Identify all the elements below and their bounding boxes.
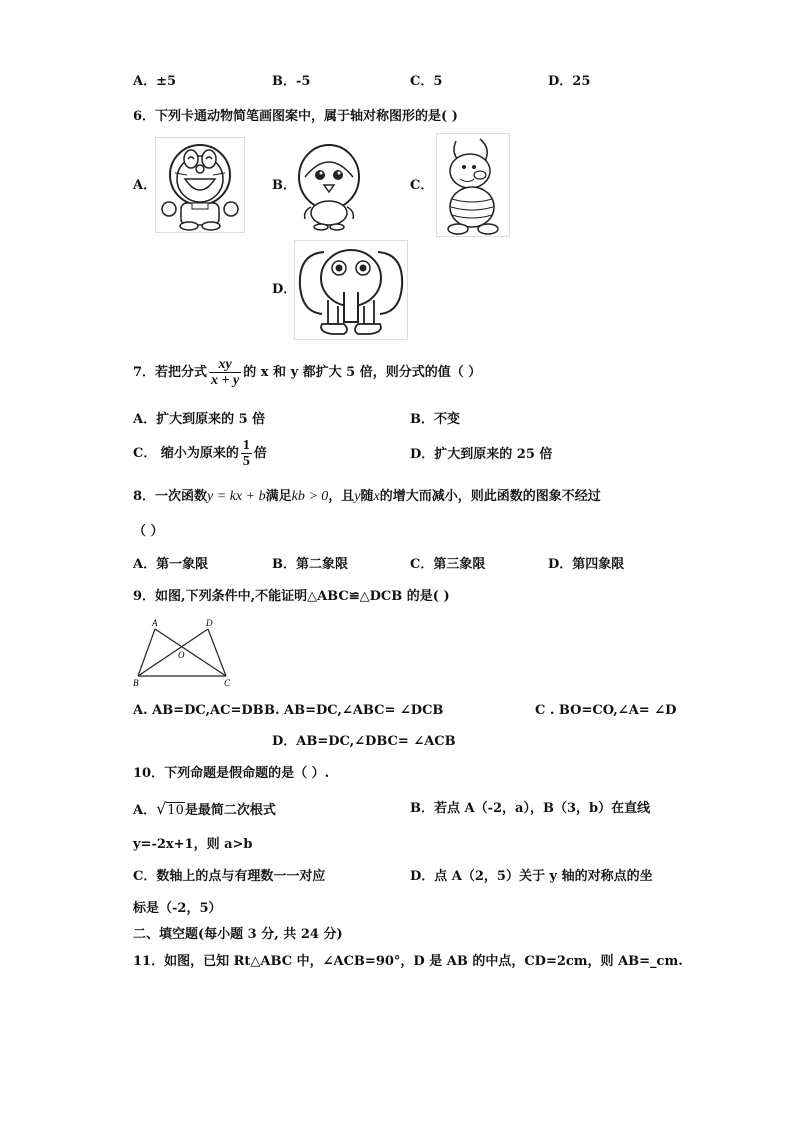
section-heading: 二、填空题(每小题 3 分, 共 24 分) <box>133 927 343 942</box>
q10-option-a <box>133 801 276 819</box>
q7-frac-numerator: xy <box>209 357 241 373</box>
q8-condition: kb > 0 <box>291 489 329 504</box>
piglet-icon <box>436 133 510 237</box>
q6-option-b: B． <box>272 178 296 193</box>
q8-p1: 8．一次函数 <box>133 489 208 504</box>
q10-option-c: C．数轴上的点与有理数一一对应 <box>133 869 326 884</box>
q6-option-a: A． <box>133 178 157 193</box>
q8-option-c: C．第三象限 <box>410 557 486 572</box>
q8-p5: 的增大而减小，则此函数的图象不经过 <box>379 489 601 504</box>
q10-option-d-line2: 标是（-2，5） <box>133 901 222 916</box>
q7-option-c <box>133 438 267 469</box>
elephant-icon <box>294 240 408 340</box>
q10-option-d-line1: D．点 A（2，5）关于 y 轴的对称点的坐 <box>410 869 653 884</box>
label-B: B <box>133 678 139 688</box>
q7-option-a: A．扩大到原来的 5 倍 <box>133 412 266 427</box>
q7-fraction <box>209 357 241 388</box>
q10-a-prefix: A． <box>133 803 157 818</box>
q7-c-suffix: 倍 <box>253 446 267 461</box>
q8-p4: 随 <box>360 489 374 504</box>
q8-option-d: D．第四象限 <box>548 557 625 572</box>
label-A: A <box>152 618 158 628</box>
label-D: D <box>206 618 213 628</box>
q8-stem <box>133 489 601 505</box>
q10-stem: 10．下列命题是假命题的是（ ）. <box>133 766 330 781</box>
q5-option-a: A．±5 <box>133 74 177 89</box>
q9-stem: 9．如图,下列条件中,不能证明△ABC≌△DCB 的是( ) <box>133 589 450 604</box>
label-O: O <box>178 650 185 660</box>
q6-option-d: D． <box>272 282 297 297</box>
q7-stem <box>133 357 481 388</box>
q6-stem: 6．下列卡通动物简笔画图案中，属于轴对称图形的是( ) <box>133 109 458 124</box>
q9-triangle-diagram <box>130 616 240 690</box>
q7-prefix: 7．若把分式 <box>133 365 208 380</box>
q9-option-b: B. AB=DC,∠ABC= ∠DCB <box>264 703 444 718</box>
q7-c-fraction <box>241 438 252 469</box>
penguin-icon <box>293 137 365 233</box>
q8-paren: （ ） <box>133 524 164 539</box>
q6-option-c: C． <box>410 178 434 193</box>
q9-option-c: C . BO=CO,∠A= ∠D <box>535 703 677 718</box>
q8-var-y: y <box>354 489 361 504</box>
q7-frac-denominator: x + y <box>211 373 240 388</box>
q8-option-a: A．第一象限 <box>133 557 209 572</box>
q10-option-b-line1: B．若点 A（-2，a），B（3，b）在直线 <box>410 801 651 816</box>
q11-stem: 11．如图，已知 Rt△ABC 中，∠ACB=90°，D 是 AB 的中点，CD=2cm，则 AB=_cm. <box>133 954 683 969</box>
robot-cat-icon <box>155 137 245 233</box>
q7-option-d: D．扩大到原来的 25 倍 <box>410 447 553 462</box>
q8-equation: y = kx + b <box>207 489 266 504</box>
label-C: C <box>224 678 231 688</box>
q7-c-prefix: C． 缩小为原来的 <box>133 446 239 461</box>
q7-c-frac-numerator: 1 <box>242 438 250 453</box>
q7-c-frac-denominator: 5 <box>242 454 250 469</box>
q7-suffix: 的 x 和 y 都扩大 5 倍，则分式的值（ ） <box>243 365 482 380</box>
q5-option-c: C．5 <box>410 74 443 89</box>
q8-var-x: x <box>373 489 380 504</box>
q10-option-b-line2: y=-2x+1，则 a>b <box>133 837 253 852</box>
q8-p2: 满足 <box>265 489 292 504</box>
q5-option-d: D．25 <box>548 74 591 89</box>
q9-option-d: D．AB=DC,∠DBC= ∠ACB <box>272 734 456 749</box>
q10-a-suffix: 是最简二次根式 <box>184 803 276 818</box>
q10-a-radicand: 10 <box>167 803 184 818</box>
q5-option-b: B．-5 <box>272 74 311 89</box>
q8-option-b: B．第二象限 <box>272 557 348 572</box>
q9-option-a: A. AB=DC,AC=DB <box>133 703 264 718</box>
q7-option-b: B．不变 <box>410 412 460 427</box>
q8-p3: ，且 <box>328 489 355 504</box>
sqrt-symbol: √10 <box>156 799 184 818</box>
